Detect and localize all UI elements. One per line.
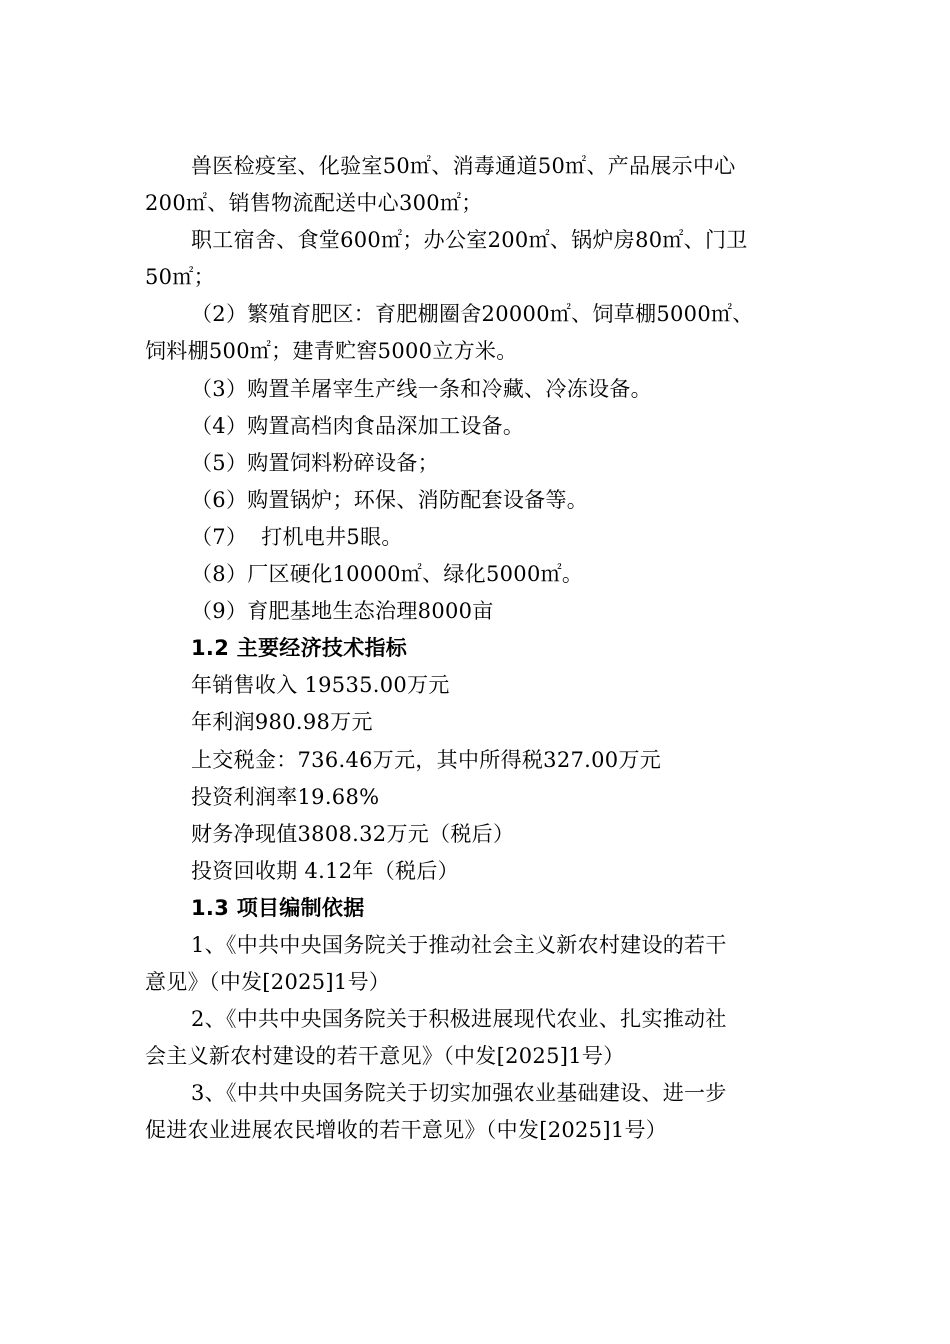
paragraph-line: 兽医检疫室、化验室50㎡、消毒通道50㎡、产品展示中心 [191,154,736,178]
reference-line: 会主义新农村建设的若干意见》（中发[2025]1号） [145,1044,625,1069]
indicator-line: 年利润980.98万元 [191,710,373,735]
list-item: （6）购置锅炉；环保、消防配套设备等。 [191,487,589,512]
indicator-line: 投资回收期 4.12年（税后） [191,858,459,883]
section-heading: 1.2 主要经济技术指标 [191,636,408,661]
reference-line: 促进农业进展农民增收的若干意见》（中发[2025]1号） [145,1118,668,1143]
list-item: （4）购置高档肉食品深加工设备。 [191,413,525,438]
list-item: （3）购置羊屠宰生产线一条和冷藏、冷冻设备。 [191,376,652,401]
list-item: （7） 打机电井5眼。 [191,524,403,549]
indicator-line: 上交税金：736.46万元，其中所得税327.00万元 [191,747,662,772]
reference-line: 意见》（中发[2025]1号） [145,970,391,995]
reference-line: 3、《中共中央国务院关于切实加强农业基础建设、进一步 [191,1081,727,1106]
list-item: （8）厂区硬化10000㎡、绿化5000㎡。 [191,562,584,587]
indicator-line: 投资利润率19.68% [191,784,380,809]
indicator-line: 年销售收入 19535.00万元 [191,673,450,698]
list-item: （9）育肥基地生态治理8000亩 [191,599,494,624]
paragraph-line: 200㎡、销售物流配送中心300㎡； [145,191,483,216]
list-item: （5）购置饲料粉碎设备； [191,450,439,475]
document-body [145,148,810,1150]
paragraph-line: （2）繁殖育肥区：育肥棚圈舍20000㎡、饲草棚5000㎡、 [191,302,754,327]
paragraph-line: 50㎡； [145,265,215,290]
paragraph-line: 职工宿舍、食堂600㎡；办公室200㎡、锅炉房80㎡、门卫 [191,228,748,253]
reference-line: 2、《中共中央国务院关于积极进展现代农业、扎实推动社 [191,1007,727,1032]
reference-line: 1、《中共中央国务院关于推动社会主义新农村建设的若干 [191,932,727,957]
paragraph-line: 饲料棚500㎡；建青贮窖5000立方米。 [145,339,518,364]
indicator-line: 财务净现值3808.32万元（税后） [191,821,515,846]
section-heading: 1.3 项目编制依据 [191,895,365,920]
